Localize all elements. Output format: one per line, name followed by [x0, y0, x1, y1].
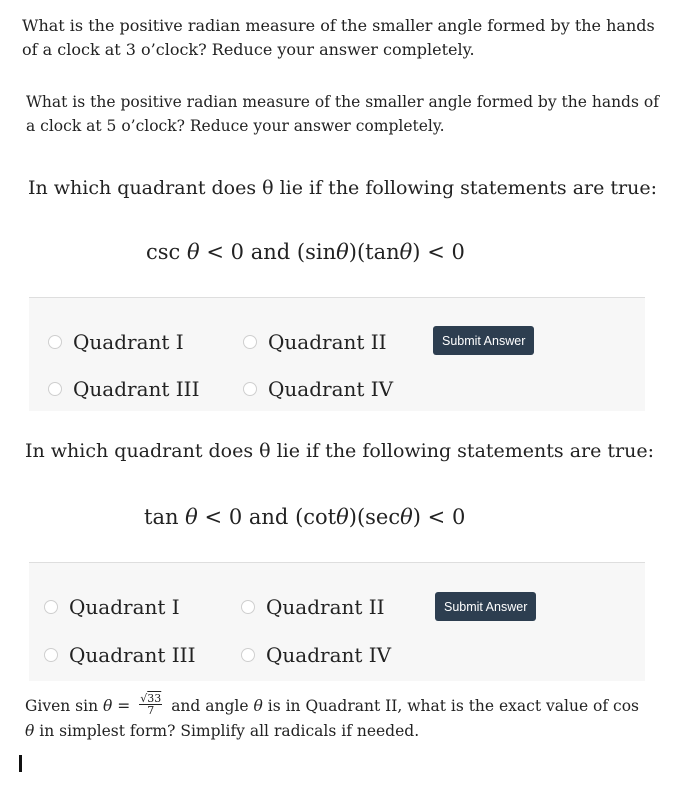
math-and: and: [250, 240, 291, 264]
question-4-math: [144, 505, 465, 529]
option-quadrant-1[interactable]: [44, 595, 180, 619]
math-lt: <: [427, 240, 445, 264]
submit-answer-button[interactable]: Submit Answer: [435, 592, 536, 621]
math-theta: θ: [187, 240, 200, 264]
math-open: (cot: [295, 505, 337, 529]
math-theta: θ: [103, 697, 113, 715]
math-zero: 0: [228, 505, 243, 529]
math-theta: θ: [25, 722, 35, 740]
radio-button[interactable]: [241, 600, 255, 614]
math-func: tan: [144, 505, 179, 529]
fraction-numerator: √33: [140, 691, 162, 705]
math-equals: =: [117, 697, 131, 715]
question-5-text: [25, 691, 645, 744]
submit-answer-button[interactable]: Submit Answer: [433, 326, 534, 355]
math-zero: 0: [451, 505, 466, 529]
radicand: 33: [147, 691, 162, 705]
option-quadrant-1[interactable]: [48, 330, 184, 354]
q5-middle: and angle: [171, 697, 249, 715]
option-label: Quadrant III: [69, 643, 196, 667]
option-label: Quadrant II: [268, 330, 387, 354]
math-lt: <: [206, 240, 224, 264]
option-label: Quadrant IV: [266, 643, 392, 667]
radio-button[interactable]: [48, 382, 62, 396]
question-3-heading: In which quadrant does θ lie if the following statements are true:: [28, 177, 657, 199]
math-lt: <: [427, 505, 446, 529]
math-theta: θ: [400, 505, 413, 529]
math-theta: θ: [399, 240, 413, 264]
option-quadrant-3[interactable]: [44, 643, 195, 667]
radio-button[interactable]: [48, 335, 62, 349]
fraction-denominator: 7: [147, 703, 155, 717]
question-3-math: [146, 240, 465, 264]
math-close: ): [412, 505, 421, 529]
option-quadrant-4[interactable]: [243, 377, 393, 401]
math-func: csc: [146, 240, 181, 264]
question-4-heading: In which quadrant does θ lie if the following statements are true:: [25, 440, 654, 462]
radio-button[interactable]: [44, 648, 58, 662]
math-zero: 0: [451, 240, 465, 264]
math-open: (sin: [296, 240, 337, 264]
math-zero: 0: [230, 240, 245, 264]
q5-prefix: Given sin: [25, 697, 99, 715]
radio-button[interactable]: [243, 335, 257, 349]
math-mid: )(sec: [348, 505, 401, 529]
question-4-answer-panel: [29, 562, 645, 681]
option-quadrant-2[interactable]: [241, 595, 385, 619]
math-theta: θ: [336, 505, 349, 529]
question-3-answer-panel: [29, 297, 645, 411]
math-theta: θ: [253, 697, 263, 715]
q5-after-theta: is in Quadrant II, what is the exact value of cos: [267, 697, 640, 715]
option-label: Quadrant II: [266, 595, 385, 619]
question-1-text: What is the positive radian measure of the smaller angle formed by the hands of a clock at 3 o’clock? Reduce your answer completely.: [22, 16, 655, 59]
text-cursor: [19, 755, 22, 772]
fraction-sqrt33-over-7: [139, 693, 162, 716]
math-and: and: [248, 505, 289, 529]
radio-button[interactable]: [241, 648, 255, 662]
math-theta: θ: [336, 240, 349, 264]
math-theta: θ: [185, 505, 198, 529]
option-quadrant-3[interactable]: [48, 377, 199, 401]
math-close: ): [412, 240, 421, 264]
option-quadrant-4[interactable]: [241, 643, 391, 667]
option-quadrant-2[interactable]: [243, 330, 387, 354]
option-label: Quadrant I: [73, 330, 184, 354]
math-lt: <: [204, 505, 223, 529]
question-2-text: What is the positive radian measure of the smaller angle formed by the hands of a clock at 5 o’clock? Reduce your answer completely.: [26, 93, 659, 135]
q5-suffix: in simplest form? Simplify all radicals if needed.: [39, 722, 420, 740]
math-mid: )(tan: [348, 240, 400, 264]
option-label: Quadrant I: [69, 595, 180, 619]
option-label: Quadrant III: [73, 377, 200, 401]
radio-button[interactable]: [44, 600, 58, 614]
option-label: Quadrant IV: [268, 377, 394, 401]
radio-button[interactable]: [243, 382, 257, 396]
